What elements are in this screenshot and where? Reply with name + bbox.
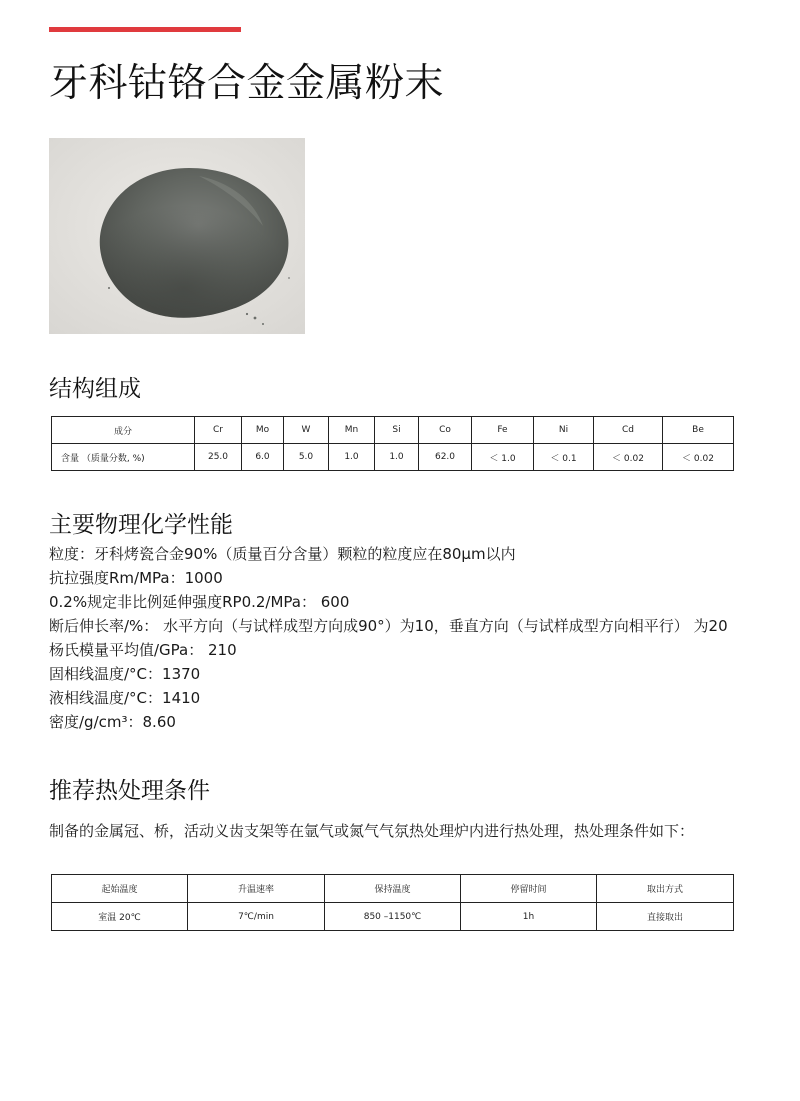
table-cell: 1.0 (329, 444, 375, 471)
table-cell: W (284, 417, 329, 444)
composition-header-row (52, 417, 734, 444)
heat-treatment-value-row (52, 903, 734, 931)
table-cell: Mn (329, 417, 375, 444)
table-cell: 保持温度 (325, 875, 461, 903)
table-cell: 升温速率 (188, 875, 325, 903)
table-cell: Si (375, 417, 419, 444)
table-cell: 成分 (52, 417, 195, 444)
powder-photo-image (49, 138, 305, 334)
table-cell: 7℃/min (188, 903, 325, 931)
heat-treatment-header-row (52, 875, 734, 903)
list-item: 断后伸长率/%： 水平方向（与试样成型方向成90°）为10，垂直方向（与试样成型方向相平行） 为20 (49, 617, 728, 635)
metal-powder-pile-photo (49, 138, 305, 334)
table-cell: Ni (534, 417, 594, 444)
composition-heading: 结构组成 (49, 376, 141, 402)
list-item: 抗拉强度Rm/MPa：1000 (49, 569, 223, 587)
table-cell: 直接取出 (597, 903, 734, 931)
table-cell: Fe (472, 417, 534, 444)
table-cell: 1h (461, 903, 597, 931)
composition-value-row (52, 444, 734, 471)
list-item: 杨氏模量平均值/GPa： 210 (49, 641, 237, 659)
table-cell: 850 –1150℃ (325, 903, 461, 931)
table-cell: 含量 （质量分数, %) (52, 444, 195, 471)
table-cell: ＜ 1.0 (472, 444, 534, 471)
table-cell: 取出方式 (597, 875, 734, 903)
list-item: 粒度：牙科烤瓷合金90%（质量百分含量）颗粒的粒度应在80μm以内 (49, 545, 516, 563)
table-cell: 1.0 (375, 444, 419, 471)
table-cell: 停留时间 (461, 875, 597, 903)
title-accent-bar (49, 27, 241, 32)
table-cell: Mo (242, 417, 284, 444)
table-cell: Cr (195, 417, 242, 444)
table-cell: ＜ 0.02 (594, 444, 663, 471)
table-cell: Co (419, 417, 472, 444)
table-cell: ＜ 0.1 (534, 444, 594, 471)
composition-table (51, 416, 734, 471)
table-cell: 室温 20℃ (52, 903, 188, 931)
heat-treatment-intro: 制备的金属冠、桥，活动义齿支架等在氩气或氮气气氛热处理炉内进行热处理，热处理条件如下： (49, 822, 695, 840)
list-item: 0.2%规定非比例延伸强度RP0.2/MPa： 600 (49, 593, 350, 611)
heat-treatment-heading: 推荐热处理条件 (49, 778, 210, 804)
list-item: 固相线温度/°C：1370 (49, 665, 201, 683)
table-cell: Be (663, 417, 734, 444)
table-cell: 6.0 (242, 444, 284, 471)
table-cell: ＜ 0.02 (663, 444, 734, 471)
table-cell: 62.0 (419, 444, 472, 471)
page-title: 牙科钴铬合金金属粉末 (49, 61, 445, 106)
list-item: 密度/g/cm³：8.60 (49, 713, 176, 731)
properties-heading: 主要物理化学性能 (49, 512, 233, 538)
table-cell: 25.0 (195, 444, 242, 471)
table-cell: Cd (594, 417, 663, 444)
list-item: 液相线温度/°C：1410 (49, 689, 201, 707)
table-cell: 起始温度 (52, 875, 188, 903)
table-cell: 5.0 (284, 444, 329, 471)
properties-list (49, 542, 728, 734)
heat-treatment-table (51, 874, 734, 931)
